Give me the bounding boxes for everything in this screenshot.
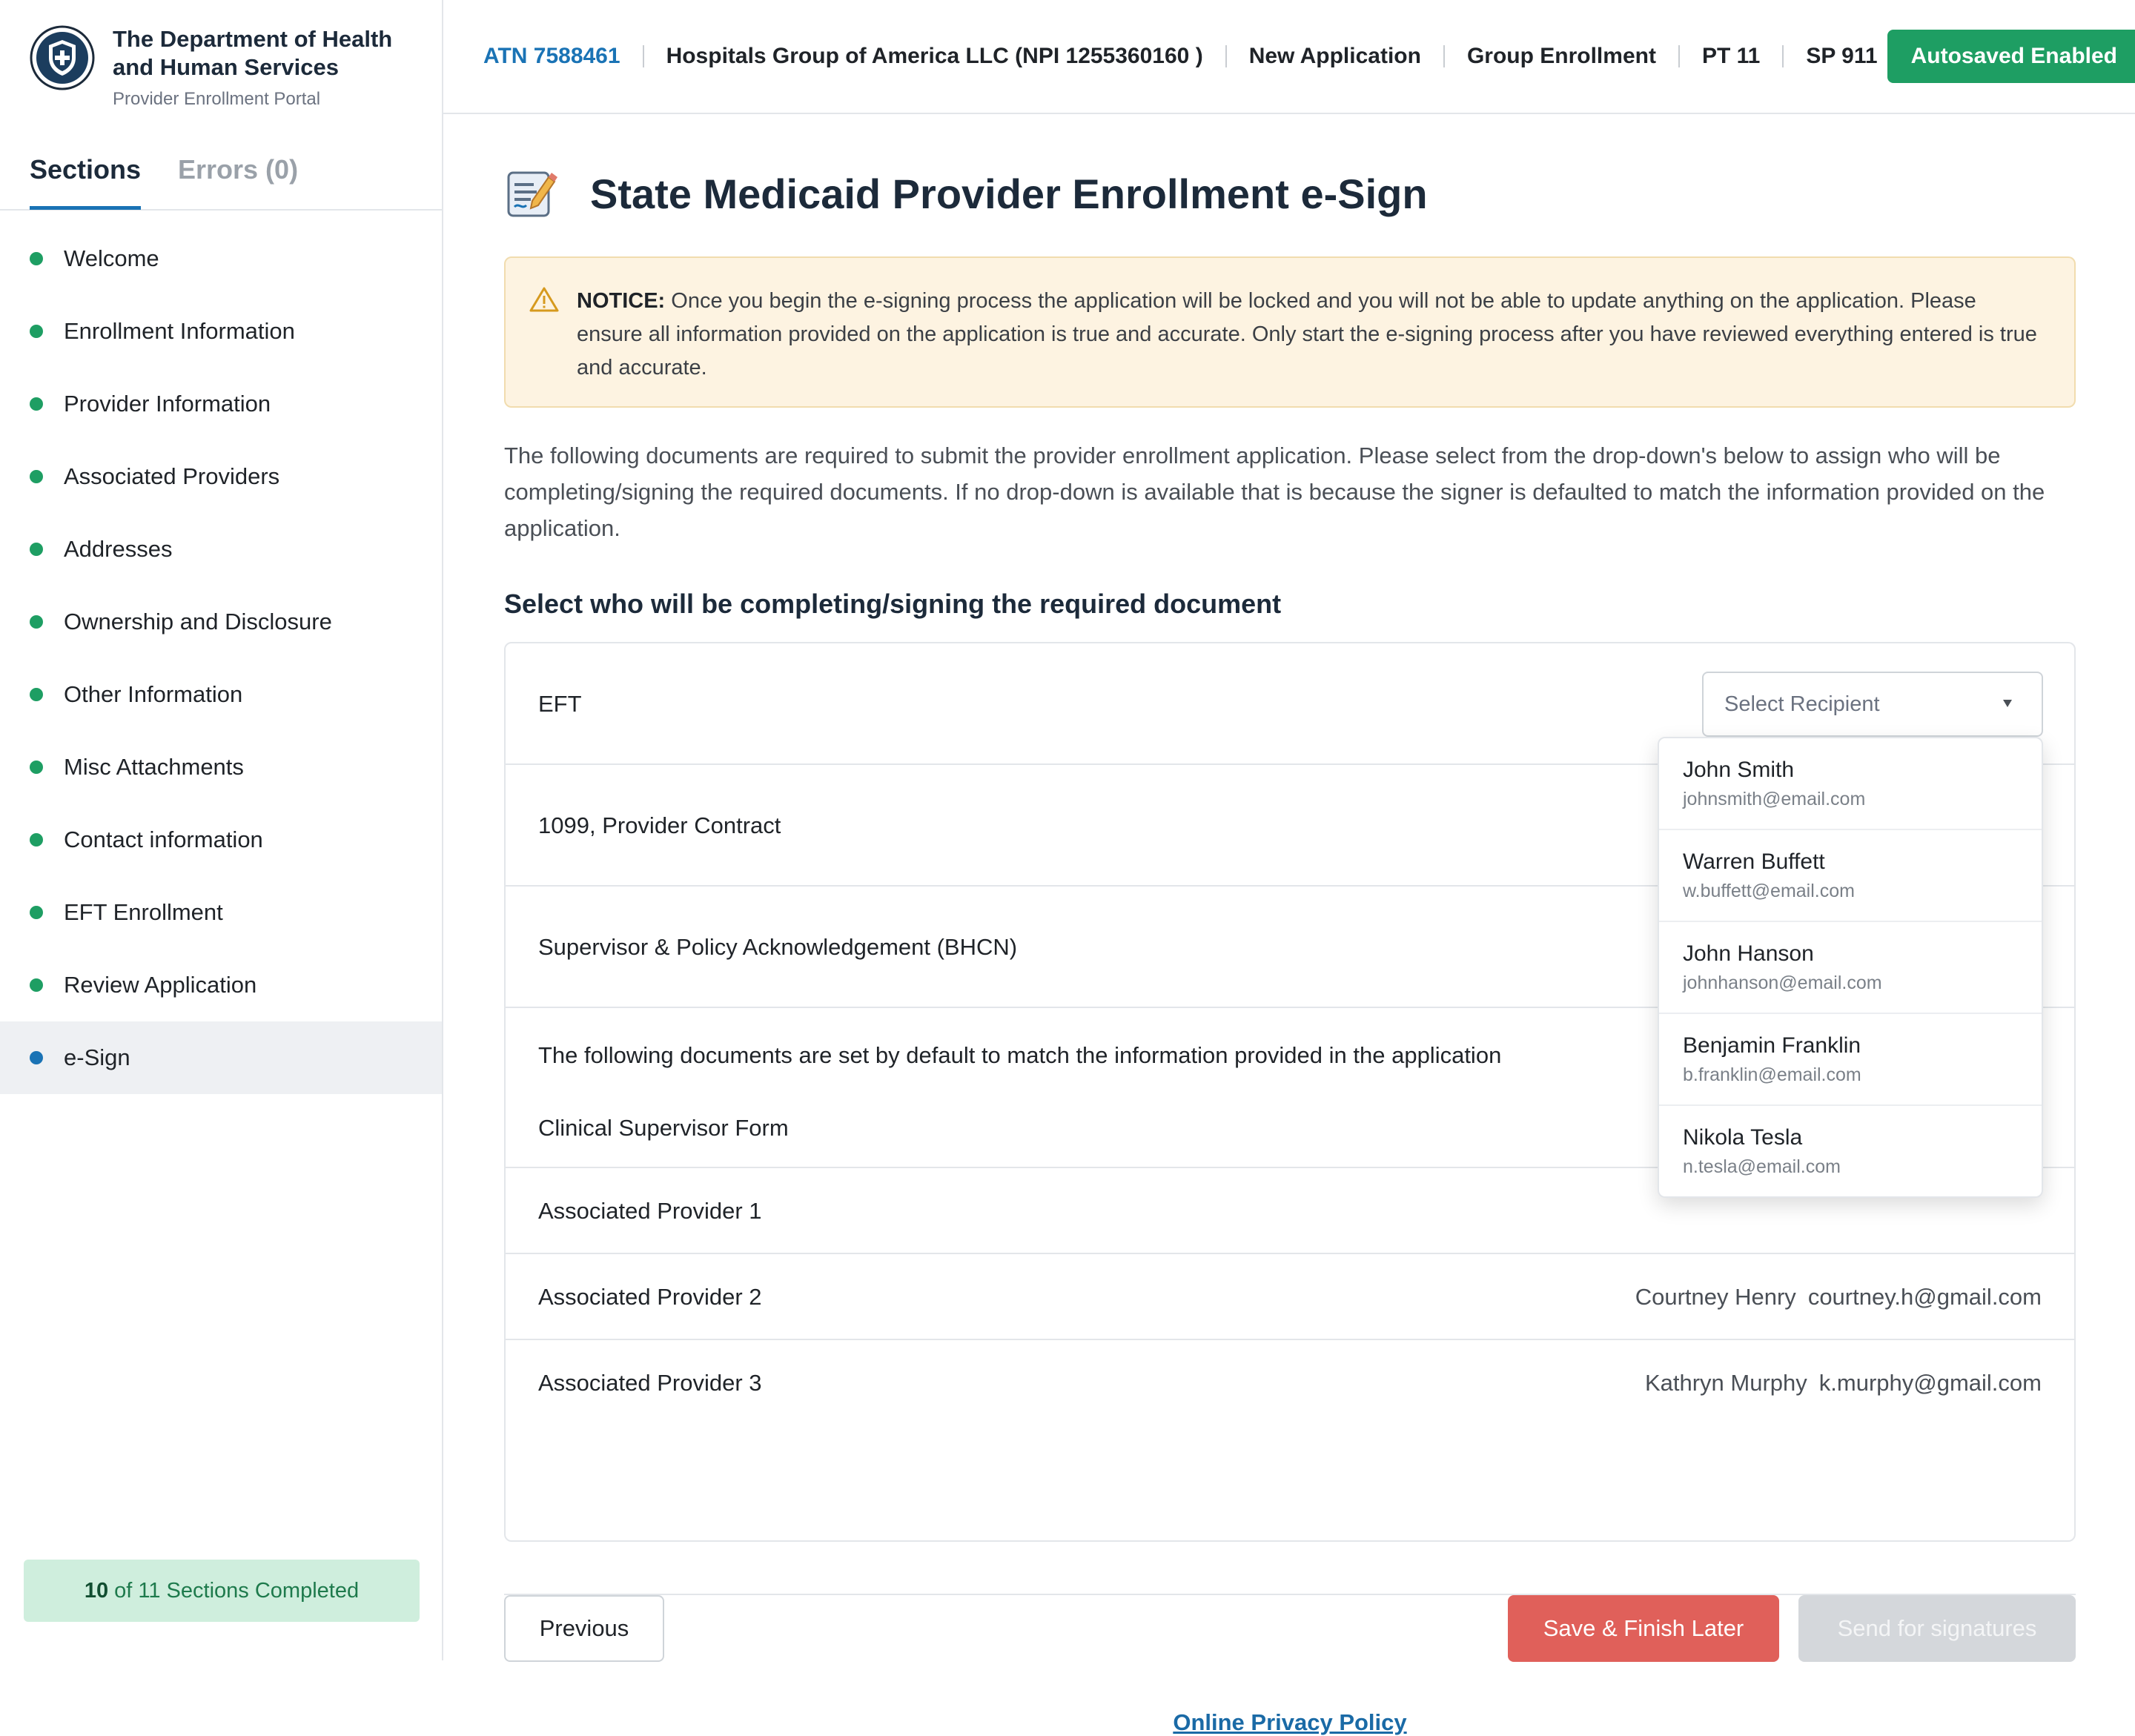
- warning-icon: [529, 286, 559, 313]
- sidebar-tabs: [0, 141, 442, 211]
- recipient-option-name: John Hanson: [1683, 941, 1814, 966]
- previous-button[interactable]: Previous: [504, 1595, 664, 1662]
- sidebar: [0, 0, 443, 1660]
- recipient-option-email: b.franklin@email.com: [1683, 1064, 1861, 1085]
- progress-text: of 11 Sections Completed: [114, 1578, 360, 1603]
- atn-number: ATN 7588461: [483, 44, 620, 68]
- document-row-associated-provider-2: [506, 1254, 2074, 1340]
- caret-down-icon: [2003, 700, 2012, 707]
- intro-text: The following documents are required to submit the provider enrollment application. Please select from the drop-down's below to assign who will be completing/signing the required documents. If no drop-down is available that is because the signer is defaulted to match the information provided on the application.: [504, 443, 2045, 541]
- sidebar-item-addresses[interactable]: [0, 513, 442, 586]
- recipient-option[interactable]: [1659, 922, 2042, 1014]
- sidebar-item-label: Review Application: [64, 972, 257, 998]
- section-nav: [0, 222, 442, 1094]
- sidebar-item-ownership-disclosure[interactable]: [0, 586, 442, 658]
- status-dot: [30, 397, 43, 411]
- document-label: EFT: [538, 691, 582, 717]
- save-finish-later-button[interactable]: Save & Finish Later: [1508, 1595, 1779, 1662]
- recipient-dropdown-menu: [1658, 737, 2043, 1198]
- recipient-option[interactable]: [1659, 1106, 2042, 1198]
- recipient-option[interactable]: [1659, 830, 2042, 922]
- recipient-select-placeholder: Select Recipient: [1724, 692, 1880, 716]
- sidebar-item-associated-providers[interactable]: [0, 440, 442, 513]
- header-divider: [1678, 45, 1680, 67]
- sidebar-item-label: Welcome: [64, 245, 159, 271]
- provider-type: PT 11: [1701, 44, 1761, 68]
- recipient-option-name: Benjamin Franklin: [1683, 1033, 1861, 1058]
- status-dot: [30, 761, 43, 774]
- document-label: Clinical Supervisor Form: [538, 1115, 789, 1141]
- status-dot: [30, 688, 43, 701]
- send-for-signatures-button[interactable]: Send for signatures: [1798, 1595, 2076, 1662]
- required-documents-table: [504, 642, 2076, 1542]
- tab-sections[interactable]: Sections: [30, 154, 141, 210]
- recipient-option-email: n.tesla@email.com: [1683, 1156, 1841, 1177]
- sidebar-item-label: EFT Enrollment: [64, 899, 223, 925]
- sidebar-item-contact-information[interactable]: [0, 804, 442, 876]
- page-title: State Medicaid Provider Enrollment e-Sign: [590, 170, 1428, 217]
- status-dot: [30, 470, 43, 483]
- sidebar-item-label: Misc Attachments: [64, 754, 244, 780]
- sidebar-item-provider-information[interactable]: [0, 368, 442, 440]
- application-type: New Application: [1248, 44, 1421, 68]
- status-dot: [30, 1051, 43, 1064]
- status-dot: [30, 978, 43, 992]
- header-divider: [1782, 45, 1784, 67]
- default-signer: [1645, 1370, 2042, 1397]
- organization-name: Hospitals Group of America LLC (NPI 1255360160 ): [666, 44, 1203, 68]
- brand-title: The Department of Health and Human Services: [113, 26, 393, 80]
- document-label: 1099, Provider Contract: [538, 812, 781, 838]
- signer-email: courtney.h@gmail.com: [1807, 1284, 2042, 1310]
- brand: [30, 25, 430, 114]
- status-dot: [30, 325, 43, 338]
- specialty: SP 911: [1806, 44, 1878, 68]
- sidebar-item-label: Addresses: [64, 536, 173, 562]
- sidebar-item-eft-enrollment[interactable]: [0, 876, 442, 949]
- tab-errors[interactable]: Errors (0): [178, 154, 299, 185]
- signer-email: k.murphy@gmail.com: [1818, 1370, 2042, 1396]
- sidebar-item-misc-attachments[interactable]: [0, 731, 442, 804]
- sidebar-item-label: Enrollment Information: [64, 318, 295, 344]
- status-dot: [30, 906, 43, 919]
- document-label: Associated Provider 3: [538, 1370, 762, 1396]
- signer-name: Courtney Henry: [1635, 1284, 1796, 1310]
- recipient-option-email: johnsmith@email.com: [1683, 789, 1866, 809]
- brand-subtitle: Provider Enrollment Portal: [113, 89, 321, 109]
- status-dot: [30, 543, 43, 556]
- signer-section-heading: Select who will be completing/signing the required document: [504, 589, 1282, 619]
- header-divider: [643, 45, 644, 67]
- recipient-option[interactable]: [1659, 738, 2042, 830]
- recipient-option-email: w.buffett@email.com: [1683, 881, 1855, 901]
- header-divider: [1225, 45, 1227, 67]
- document-label: Associated Provider 2: [538, 1284, 762, 1310]
- sidebar-item-label: Ownership and Disclosure: [64, 609, 332, 635]
- sidebar-item-label: e-Sign: [64, 1044, 130, 1070]
- progress-completed-count: 10: [84, 1578, 109, 1603]
- recipient-option-name: John Smith: [1683, 758, 1795, 782]
- signer-name: Kathryn Murphy: [1644, 1370, 1807, 1396]
- sidebar-item-other-information[interactable]: [0, 658, 442, 731]
- privacy-footer: [504, 1709, 2076, 1736]
- sections-progress: [24, 1560, 420, 1622]
- recipient-option-email: johnhanson@email.com: [1683, 973, 1882, 993]
- privacy-policy-link[interactable]: Online Privacy Policy: [1173, 1709, 1407, 1735]
- status-dot: [30, 615, 43, 629]
- page-title-row: [504, 160, 1428, 227]
- status-dot: [30, 252, 43, 265]
- document-label: Supervisor & Policy Acknowledgement (BHCN): [538, 934, 1018, 960]
- recipient-option-name: Warren Buffett: [1683, 849, 1825, 874]
- shield-plus-icon: [30, 25, 95, 90]
- sidebar-item-label: Provider Information: [64, 391, 271, 417]
- sidebar-item-label: Associated Providers: [64, 463, 280, 489]
- document-label: Associated Provider 1: [538, 1198, 762, 1224]
- recipient-option[interactable]: [1659, 1014, 2042, 1106]
- notice-label: NOTICE:: [577, 289, 666, 313]
- sidebar-item-welcome[interactable]: [0, 222, 442, 295]
- enrollment-type: Group Enrollment: [1466, 44, 1656, 68]
- sidebar-item-enrollment-information[interactable]: [0, 295, 442, 368]
- application-header: [443, 0, 2135, 114]
- sidebar-item-label: Other Information: [64, 681, 243, 707]
- sidebar-item-review-application[interactable]: [0, 949, 442, 1021]
- default-documents-note: The following documents are set by default to match the information provided in the application: [538, 1042, 1502, 1068]
- document-edit-icon: [504, 167, 557, 220]
- notice-banner: [504, 256, 2076, 408]
- autosave-badge: Autosaved Enabled: [1887, 30, 2135, 83]
- recipient-option-name: Nikola Tesla: [1683, 1125, 1803, 1150]
- recipient-select[interactable]: [1702, 672, 2043, 737]
- sidebar-item-e-sign[interactable]: [0, 1021, 442, 1094]
- sidebar-item-label: Contact information: [64, 826, 263, 852]
- header-divider: [1443, 45, 1445, 67]
- document-row-associated-provider-3: [506, 1340, 2074, 1426]
- default-signer: [1635, 1284, 2042, 1311]
- status-dot: [30, 833, 43, 847]
- notice-text: Once you begin the e-signing process the application will be locked and you will not be able to update anything on the application. Please ensure all information provided on the application is true and accurate. Only start the e-signing process after you have reviewed everything entered is true and accurate.: [577, 289, 2037, 380]
